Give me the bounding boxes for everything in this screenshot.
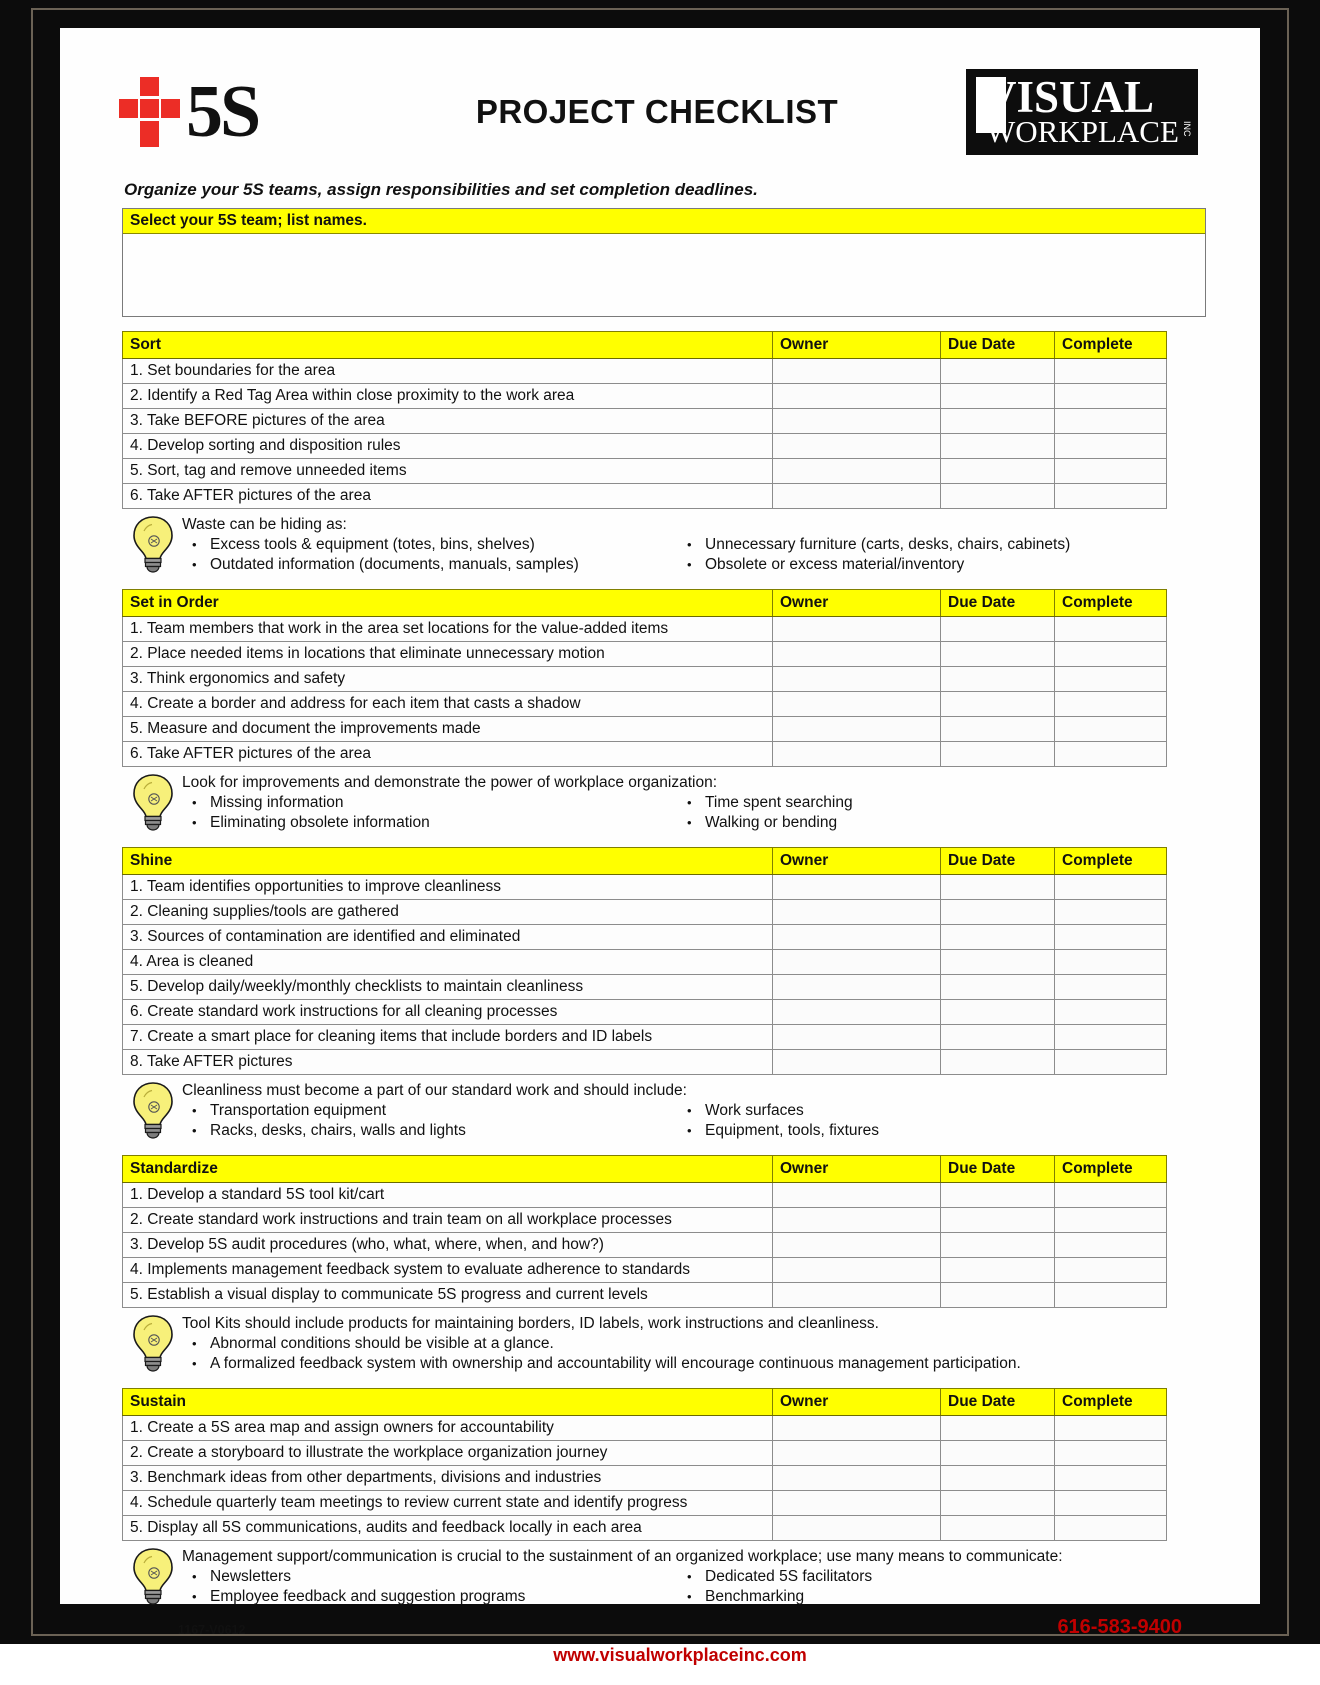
task-label: 4. Implements management feedback system to evaluate adherence to standards xyxy=(123,1258,773,1283)
table-row xyxy=(123,459,1167,484)
task-label: 5. Measure and document the improvements made xyxy=(123,717,773,742)
due-date-cell[interactable] xyxy=(941,1258,1055,1283)
due-date-cell[interactable] xyxy=(941,667,1055,692)
table-row xyxy=(123,950,1167,975)
column-header-complete: Complete xyxy=(1055,1389,1167,1416)
task-label: 5. Establish a visual display to communicate 5S progress and current levels xyxy=(123,1283,773,1308)
complete-cell[interactable] xyxy=(1055,1000,1167,1025)
owner-cell[interactable] xyxy=(773,925,941,950)
tip-item: • Equipment, tools, fixtures xyxy=(677,1121,1208,1141)
owner-cell[interactable] xyxy=(773,359,941,384)
due-date-cell[interactable] xyxy=(941,642,1055,667)
due-date-cell[interactable] xyxy=(941,692,1055,717)
task-label: 2. Create standard work instructions and train team on all workplace processes xyxy=(123,1208,773,1233)
tip-item: • Missing information xyxy=(182,793,677,813)
table-header-row xyxy=(123,1389,1167,1416)
tip-item: • Transportation equipment xyxy=(182,1101,677,1121)
tip-column-right xyxy=(677,1567,1208,1607)
owner-cell[interactable] xyxy=(773,742,941,767)
tip-lead: Look for improvements and demonstrate the power of workplace organization: xyxy=(182,774,718,791)
task-label: 4. Schedule quarterly team meetings to review current state and identify progress xyxy=(123,1491,773,1516)
complete-cell[interactable] xyxy=(1055,384,1167,409)
table-header-row xyxy=(123,332,1167,359)
table-row xyxy=(123,975,1167,1000)
owner-cell[interactable] xyxy=(773,434,941,459)
tip-block xyxy=(122,513,1208,575)
table-row xyxy=(123,384,1167,409)
complete-cell[interactable] xyxy=(1055,359,1167,384)
complete-cell[interactable] xyxy=(1055,717,1167,742)
tip-block xyxy=(122,1545,1208,1607)
logo-inc-text: INC xyxy=(1182,121,1192,137)
tip-body xyxy=(182,1312,1208,1374)
table-header-row xyxy=(123,590,1167,617)
sheet-content xyxy=(112,58,1208,1685)
complete-cell[interactable] xyxy=(1055,434,1167,459)
tip-column-left xyxy=(182,535,677,575)
due-date-cell[interactable] xyxy=(941,1208,1055,1233)
page-title: PROJECT CHECKLIST xyxy=(475,93,839,130)
logo-visual-text: VISUAL xyxy=(984,72,1155,122)
tip-item: • Excess tools & equipment (totes, bins, shelves) xyxy=(182,535,677,555)
checklist-table-shine xyxy=(122,847,1167,1075)
due-date-cell[interactable] xyxy=(941,717,1055,742)
task-label: 5. Display all 5S communications, audits and feedback locally in each area xyxy=(123,1516,773,1541)
task-label: 1. Set boundaries for the area xyxy=(123,359,773,384)
tip-lead: Waste can be hiding as: xyxy=(182,516,347,533)
complete-cell[interactable] xyxy=(1055,1416,1167,1441)
owner-cell[interactable] xyxy=(773,875,941,900)
owner-cell[interactable] xyxy=(773,642,941,667)
owner-cell[interactable] xyxy=(773,900,941,925)
tip-item: • A formalized feedback system with ownership and accountability will encourage continuous management participation. xyxy=(182,1354,1208,1374)
task-label: 5. Sort, tag and remove unneeded items xyxy=(123,459,773,484)
task-label: 1. Team identifies opportunities to improve cleanliness xyxy=(123,875,773,900)
task-label: 2. Create a storyboard to illustrate the workplace organization journey xyxy=(123,1441,773,1466)
owner-cell[interactable] xyxy=(773,409,941,434)
tip-item: • Racks, desks, chairs, walls and lights xyxy=(182,1121,677,1141)
tip-item: • Dedicated 5S facilitators xyxy=(677,1567,1208,1587)
section-title: Set in Order xyxy=(123,590,773,617)
tip-item: • Walking or bending xyxy=(677,813,1208,833)
tip-item: • Unnecessary furniture (carts, desks, chairs, cabinets) xyxy=(677,535,1208,555)
tip-item: • Outdated information (documents, manuals, samples) xyxy=(182,555,677,575)
complete-cell[interactable] xyxy=(1055,875,1167,900)
table-header-row xyxy=(123,1156,1167,1183)
owner-cell[interactable] xyxy=(773,975,941,1000)
task-label: 3. Think ergonomics and safety xyxy=(123,667,773,692)
tip-lead: Management support/communication is crucial to the sustainment of an organized workplace; use many means to communicate: xyxy=(182,1548,1063,1565)
tip-body xyxy=(182,513,1208,575)
task-label: 4. Develop sorting and disposition rules xyxy=(123,434,773,459)
owner-cell[interactable] xyxy=(773,617,941,642)
checklist-table-sustain xyxy=(122,1388,1167,1541)
lightbulb-icon xyxy=(130,515,176,573)
owner-cell[interactable] xyxy=(773,1233,941,1258)
document-header xyxy=(112,58,1208,166)
document-footer xyxy=(122,1615,1208,1685)
tip-item: • Employee feedback and suggestion programs xyxy=(182,1587,677,1607)
table-row xyxy=(123,692,1167,717)
website-link[interactable]: www.visualworkplaceinc.com xyxy=(553,1645,807,1665)
task-label: 3. Take BEFORE pictures of the area xyxy=(123,409,773,434)
column-header-owner: Owner xyxy=(773,332,941,359)
due-date-cell[interactable] xyxy=(941,434,1055,459)
task-label: 3. Develop 5S audit procedures (who, what, where, when, and how?) xyxy=(123,1233,773,1258)
table-row xyxy=(123,617,1167,642)
tip-column-right xyxy=(677,793,1208,833)
owner-cell[interactable] xyxy=(773,692,941,717)
tip-lead: Tool Kits should include products for maintaining borders, ID labels, work instructions and cleanliness. xyxy=(182,1315,879,1332)
due-date-cell[interactable] xyxy=(941,409,1055,434)
due-date-cell[interactable] xyxy=(941,1183,1055,1208)
section-title: Standardize xyxy=(123,1156,773,1183)
owner-cell[interactable] xyxy=(773,1183,941,1208)
tip-column-left xyxy=(182,793,677,833)
tip-item: • Abnormal conditions should be visible at a glance. xyxy=(182,1334,1208,1354)
column-header-due-date: Due Date xyxy=(941,332,1055,359)
tip-columns xyxy=(182,1567,1208,1607)
tip-item: • Benchmarking xyxy=(677,1587,1208,1607)
tip-item: • Time spent searching xyxy=(677,793,1208,813)
complete-cell[interactable] xyxy=(1055,900,1167,925)
tip-column-left xyxy=(182,1101,677,1141)
owner-cell[interactable] xyxy=(773,1441,941,1466)
due-date-cell[interactable] xyxy=(941,1516,1055,1541)
due-date-cell[interactable] xyxy=(941,875,1055,900)
checklist-table-set-in-order xyxy=(122,589,1167,767)
table-row xyxy=(123,642,1167,667)
tip-body xyxy=(182,1079,1208,1141)
due-date-cell[interactable] xyxy=(941,359,1055,384)
phone-number: 616-583-9400 xyxy=(1057,1616,1182,1638)
due-date-cell[interactable] xyxy=(941,1025,1055,1050)
column-header-complete: Complete xyxy=(1055,332,1167,359)
visual-workplace-logo xyxy=(966,69,1198,155)
owner-cell[interactable] xyxy=(773,1516,941,1541)
due-date-cell[interactable] xyxy=(941,484,1055,509)
tip-columns xyxy=(182,535,1208,575)
checklist-table-sort xyxy=(122,331,1167,509)
owner-cell[interactable] xyxy=(773,1025,941,1050)
table-row xyxy=(123,1491,1167,1516)
tip-column-left xyxy=(182,1567,677,1607)
due-date-cell[interactable] xyxy=(941,925,1055,950)
owner-cell[interactable] xyxy=(773,459,941,484)
lightbulb-icon xyxy=(130,1547,176,1605)
tip-column-right xyxy=(677,535,1208,575)
table-row xyxy=(123,875,1167,900)
section-title: Sort xyxy=(123,332,773,359)
sections-container xyxy=(112,331,1208,1607)
table-row xyxy=(123,1000,1167,1025)
table-row xyxy=(123,1466,1167,1491)
task-label: 1. Team members that work in the area set locations for the value-added items xyxy=(123,617,773,642)
tip-body xyxy=(182,1545,1208,1607)
tip-item: • Obsolete or excess material/inventory xyxy=(677,555,1208,575)
team-names-input[interactable] xyxy=(123,234,1205,316)
complete-cell[interactable] xyxy=(1055,1466,1167,1491)
complete-cell[interactable] xyxy=(1055,975,1167,1000)
lightbulb-icon xyxy=(130,1314,176,1372)
table-row xyxy=(123,1025,1167,1050)
complete-cell[interactable] xyxy=(1055,667,1167,692)
task-label: 6. Create standard work instructions for all cleaning processes xyxy=(123,1000,773,1025)
table-header-row xyxy=(123,848,1167,875)
complete-cell[interactable] xyxy=(1055,484,1167,509)
five-s-logo-text: 5S xyxy=(186,71,259,153)
tip-item: • Newsletters xyxy=(182,1567,677,1587)
owner-cell[interactable] xyxy=(773,667,941,692)
task-label: 7. Create a smart place for cleaning items that include borders and ID labels xyxy=(123,1025,773,1050)
tip-body xyxy=(182,771,1208,833)
task-label: 2. Place needed items in locations that eliminate unnecessary motion xyxy=(123,642,773,667)
column-header-due-date: Due Date xyxy=(941,1156,1055,1183)
complete-cell[interactable] xyxy=(1055,692,1167,717)
document-subtitle: Organize your 5S teams, assign responsibilities and set completion deadlines. xyxy=(124,180,758,199)
checklist-table-standardize xyxy=(122,1155,1167,1308)
complete-cell[interactable] xyxy=(1055,1516,1167,1541)
tip-item: • Eliminating obsolete information xyxy=(182,813,677,833)
owner-cell[interactable] xyxy=(773,1283,941,1308)
lightbulb-icon xyxy=(130,773,176,831)
complete-cell[interactable] xyxy=(1055,1050,1167,1075)
due-date-cell[interactable] xyxy=(941,1233,1055,1258)
table-row xyxy=(123,1258,1167,1283)
due-date-cell[interactable] xyxy=(941,1050,1055,1075)
due-date-cell[interactable] xyxy=(941,1466,1055,1491)
owner-cell[interactable] xyxy=(773,1208,941,1233)
complete-cell[interactable] xyxy=(1055,1025,1167,1050)
complete-cell[interactable] xyxy=(1055,642,1167,667)
checklist-sheet xyxy=(60,28,1260,1665)
table-row xyxy=(123,1283,1167,1308)
tip-block xyxy=(122,771,1208,833)
task-label: 6. Take AFTER pictures of the area xyxy=(123,742,773,767)
due-date-cell[interactable] xyxy=(941,617,1055,642)
table-row xyxy=(123,359,1167,384)
table-row xyxy=(123,900,1167,925)
complete-cell[interactable] xyxy=(1055,617,1167,642)
column-header-owner: Owner xyxy=(773,1389,941,1416)
due-date-cell[interactable] xyxy=(941,459,1055,484)
tip-block xyxy=(122,1079,1208,1141)
owner-cell[interactable] xyxy=(773,1050,941,1075)
table-row xyxy=(123,717,1167,742)
table-row xyxy=(123,1183,1167,1208)
section-title: Sustain xyxy=(123,1389,773,1416)
complete-cell[interactable] xyxy=(1055,1491,1167,1516)
tip-block xyxy=(122,1312,1208,1374)
column-header-due-date: Due Date xyxy=(941,590,1055,617)
column-header-owner: Owner xyxy=(773,1156,941,1183)
due-date-cell[interactable] xyxy=(941,1491,1055,1516)
task-label: 5. Develop daily/weekly/monthly checklists to maintain cleanliness xyxy=(123,975,773,1000)
table-row xyxy=(123,409,1167,434)
team-box-header: Select your 5S team; list names. xyxy=(123,209,1205,234)
due-date-cell[interactable] xyxy=(941,1283,1055,1308)
complete-cell[interactable] xyxy=(1055,1208,1167,1233)
owner-cell[interactable] xyxy=(773,717,941,742)
due-date-cell[interactable] xyxy=(941,1416,1055,1441)
task-label: 2. Cleaning supplies/tools are gathered xyxy=(123,900,773,925)
owner-cell[interactable] xyxy=(773,1491,941,1516)
complete-cell[interactable] xyxy=(1055,1441,1167,1466)
due-date-cell[interactable] xyxy=(941,950,1055,975)
section-title: Shine xyxy=(123,848,773,875)
task-label: 1. Develop a standard 5S tool kit/cart xyxy=(123,1183,773,1208)
task-label: 3. Benchmark ideas from other departments, divisions and industries xyxy=(123,1466,773,1491)
complete-cell[interactable] xyxy=(1055,1233,1167,1258)
complete-cell[interactable] xyxy=(1055,1183,1167,1208)
column-header-complete: Complete xyxy=(1055,848,1167,875)
five-s-logo xyxy=(118,71,378,153)
table-row xyxy=(123,742,1167,767)
owner-cell[interactable] xyxy=(773,484,941,509)
complete-cell[interactable] xyxy=(1055,1258,1167,1283)
column-header-complete: Complete xyxy=(1055,1156,1167,1183)
table-row xyxy=(123,484,1167,509)
task-label: 3. Sources of contamination are identified and eliminated xyxy=(123,925,773,950)
red-cross-icon xyxy=(118,75,180,149)
due-date-cell[interactable] xyxy=(941,900,1055,925)
tip-lead: Cleanliness must become a part of our standard work and should include: xyxy=(182,1082,687,1099)
complete-cell[interactable] xyxy=(1055,409,1167,434)
owner-cell[interactable] xyxy=(773,950,941,975)
owner-cell[interactable] xyxy=(773,1000,941,1025)
table-row xyxy=(123,1233,1167,1258)
complete-cell[interactable] xyxy=(1055,1283,1167,1308)
column-header-owner: Owner xyxy=(773,590,941,617)
owner-cell[interactable] xyxy=(773,1416,941,1441)
due-date-cell[interactable] xyxy=(941,975,1055,1000)
task-label: 1. Create a 5S area map and assign owners for accountability xyxy=(123,1416,773,1441)
table-row xyxy=(123,667,1167,692)
due-date-cell[interactable] xyxy=(941,742,1055,767)
owner-cell[interactable] xyxy=(773,1258,941,1283)
tip-columns xyxy=(182,793,1208,833)
team-box xyxy=(122,208,1206,317)
task-label: 6. Take AFTER pictures of the area xyxy=(123,484,773,509)
table-row xyxy=(123,1416,1167,1441)
complete-cell[interactable] xyxy=(1055,742,1167,767)
table-row xyxy=(123,1050,1167,1075)
column-header-due-date: Due Date xyxy=(941,848,1055,875)
complete-cell[interactable] xyxy=(1055,950,1167,975)
due-date-cell[interactable] xyxy=(941,1441,1055,1466)
task-label: 2. Identify a Red Tag Area within close proximity to the work area xyxy=(123,384,773,409)
task-label: 4. Create a border and address for each item that casts a shadow xyxy=(123,692,773,717)
complete-cell[interactable] xyxy=(1055,459,1167,484)
tip-item: • Work surfaces xyxy=(677,1101,1208,1121)
logo-workplace-text: WORKPLACE xyxy=(986,114,1179,149)
column-header-owner: Owner xyxy=(773,848,941,875)
lightbulb-icon xyxy=(130,1081,176,1139)
due-date-cell[interactable] xyxy=(941,1000,1055,1025)
task-label: 8. Take AFTER pictures xyxy=(123,1050,773,1075)
column-header-due-date: Due Date xyxy=(941,1389,1055,1416)
table-row xyxy=(123,434,1167,459)
complete-cell[interactable] xyxy=(1055,925,1167,950)
table-row xyxy=(123,925,1167,950)
owner-cell[interactable] xyxy=(773,384,941,409)
table-row xyxy=(123,1516,1167,1541)
task-label: 4. Area is cleaned xyxy=(123,950,773,975)
version-code: 1167-V0612 xyxy=(178,1623,246,1637)
table-row xyxy=(123,1208,1167,1233)
tip-columns xyxy=(182,1101,1208,1141)
column-header-complete: Complete xyxy=(1055,590,1167,617)
tip-column-right xyxy=(677,1101,1208,1141)
owner-cell[interactable] xyxy=(773,1466,941,1491)
due-date-cell[interactable] xyxy=(941,384,1055,409)
table-row xyxy=(123,1441,1167,1466)
tip-list xyxy=(182,1334,1208,1374)
